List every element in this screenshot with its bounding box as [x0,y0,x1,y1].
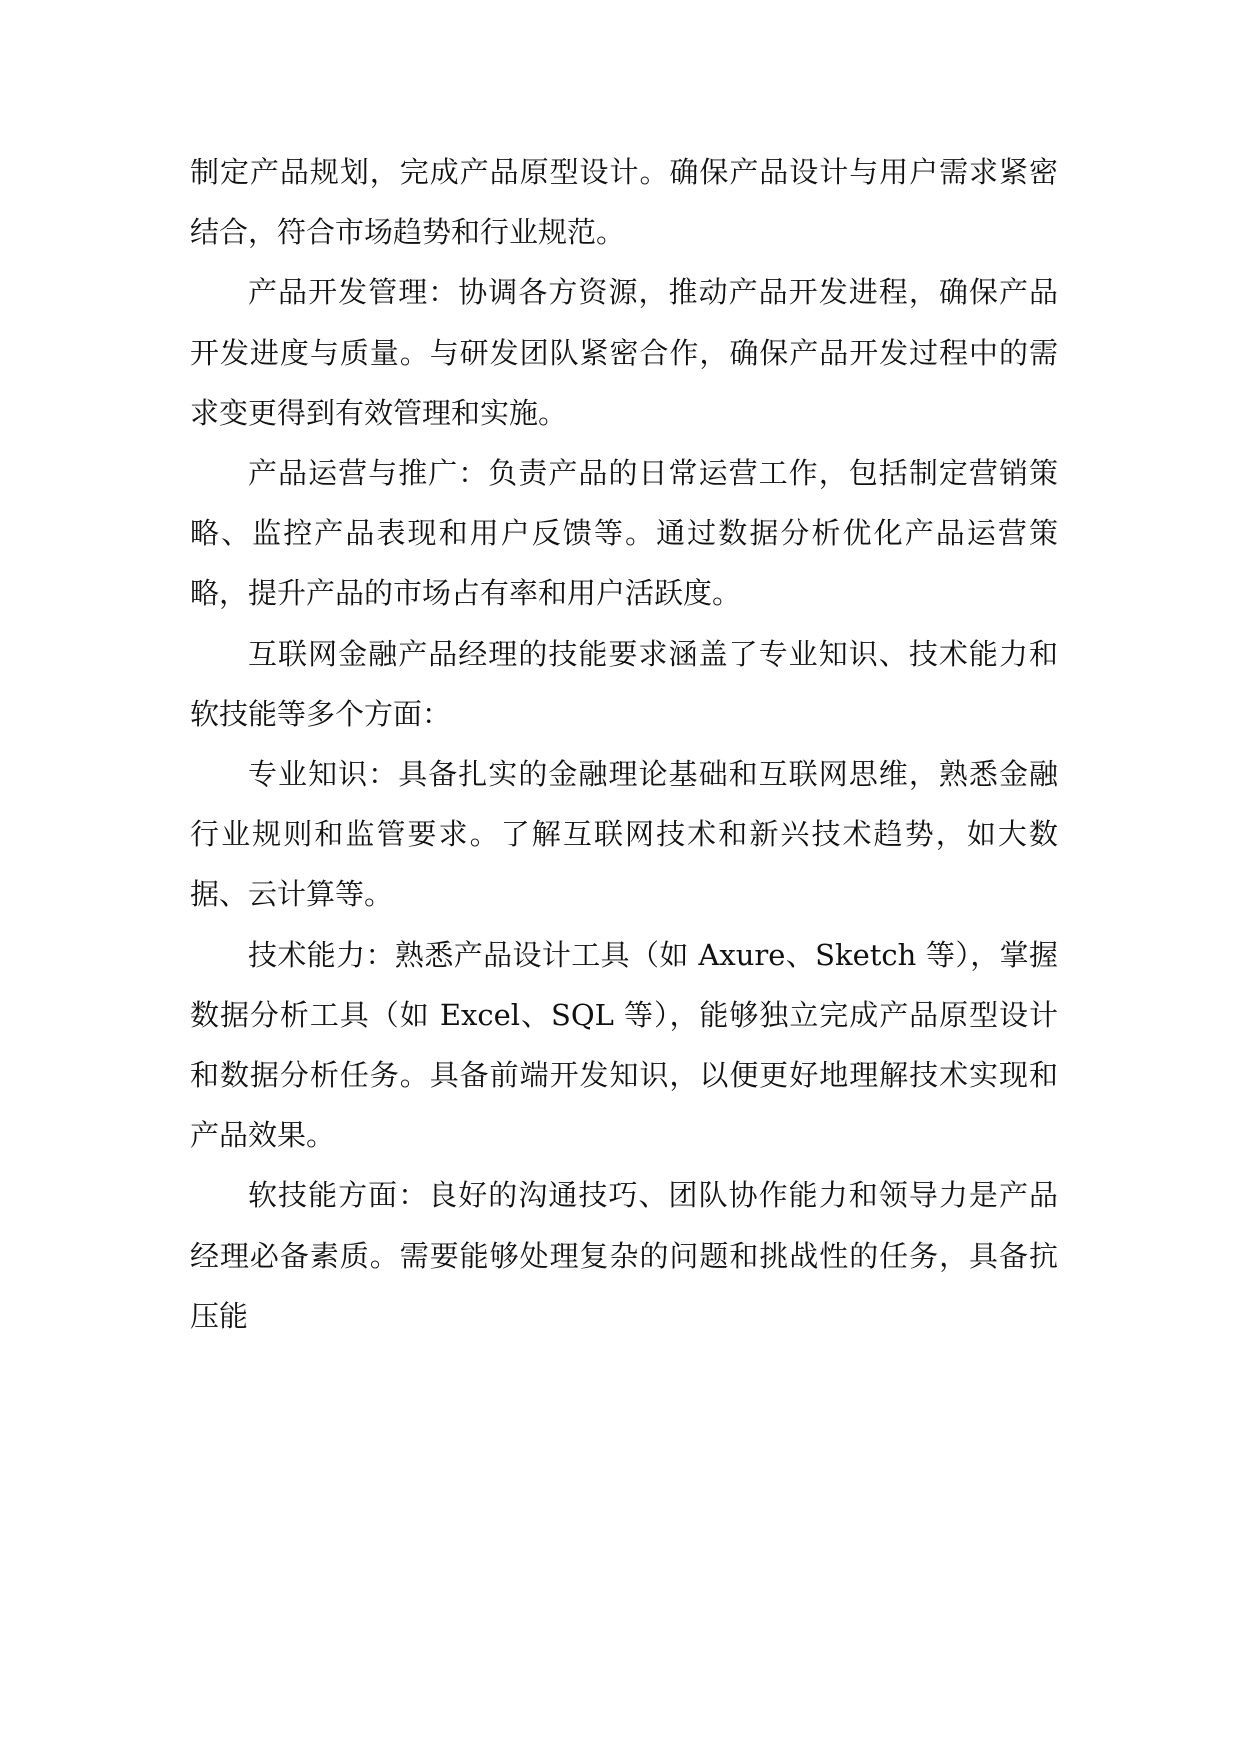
paragraph-product-planning: 制定产品规划，完成产品原型设计。确保产品设计与用户需求紧密结合，符合市场趋势和行业规范。 [190,155,1058,250]
paragraph-operations-promotion: 产品运营与推广：负责产品的日常运营工作，包括制定营销策略、监控产品表现和用户反馈等。通过数据分析优化产品运营策略，提升产品的市场占有率和用户活跃度。 [190,456,1058,611]
paragraph-technical-ability: 技术能力：熟悉产品设计工具（如 Axure、Sketch 等），掌握数据分析工具（如 Excel、SQL 等），能够独立完成产品原型设计和数据分析任务。具备前端开发知识，以便更好地理解技术实现和产品效果。 [190,937,1058,1153]
paragraph-development-management: 产品开发管理：协调各方资源，推动产品开发进程，确保产品开发进度与质量。与研发团队紧密合作，确保产品开发过程中的需求变更得到有效管理和实施。 [190,275,1058,430]
paragraph-professional-knowledge: 专业知识：具备扎实的金融理论基础和互联网思维，熟悉金融行业规则和监管要求。了解互联网技术和新兴技术趋势，如大数据、云计算等。 [190,757,1058,912]
document-body [190,142,1058,1346]
paragraph-soft-skills: 软技能方面：良好的沟通技巧、团队协作能力和领导力是产品经理必备素质。需要能够处理复杂的问题和挑战性的任务，具备抗压能 [190,1178,1058,1333]
paragraph-skills-overview: 互联网金融产品经理的技能要求涵盖了专业知识、技术能力和软技能等多个方面： [190,636,1058,731]
